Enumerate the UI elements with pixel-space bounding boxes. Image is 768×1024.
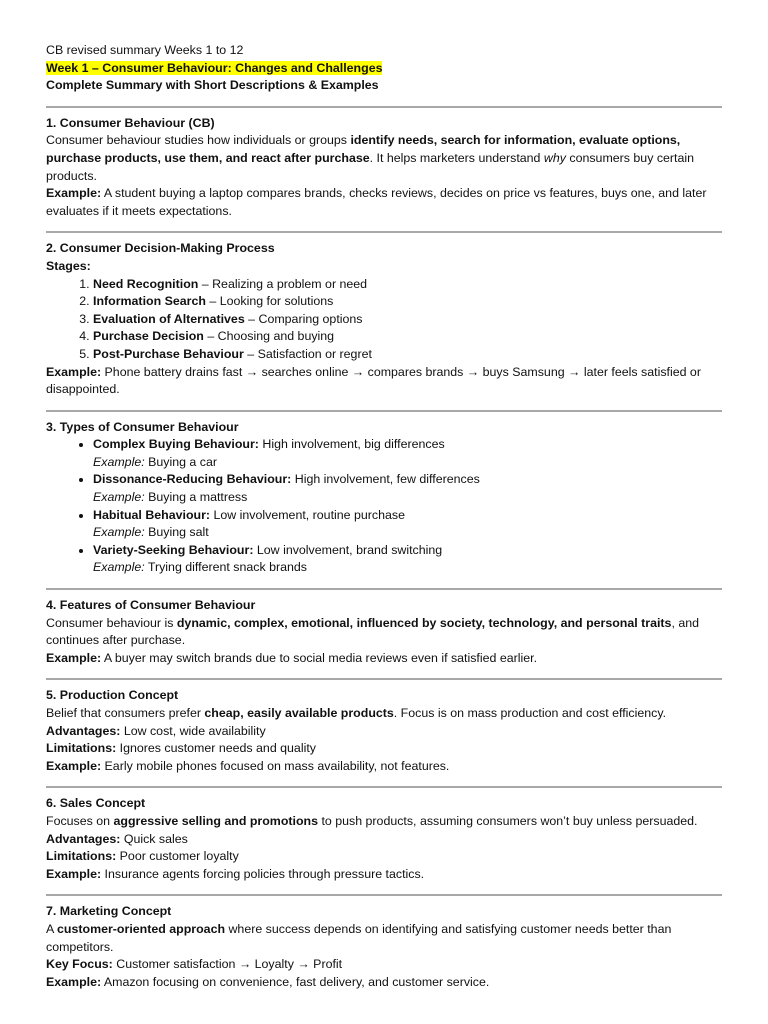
divider [46, 588, 722, 590]
list-item [93, 471, 722, 506]
section-consumer-behaviour [46, 115, 722, 221]
example-label: Example: [93, 525, 145, 540]
stage-name: Post-Purchase Behaviour [93, 346, 244, 361]
week-heading-highlight: Week 1 – Consumer Behaviour: Changes and Challenges [46, 60, 383, 75]
example-text: Amazon focusing on convenience, fast delivery, and customer service. [101, 974, 490, 989]
example-line [46, 185, 722, 220]
type-desc: High involvement, few differences [291, 472, 480, 487]
divider [46, 231, 722, 233]
example-label: Example: [46, 650, 102, 665]
body-text: consumers buy certain products. [46, 150, 695, 183]
limitations-text: Poor customer loyalty [116, 849, 239, 864]
section-title: 6. Sales Concept [46, 796, 146, 811]
example-line [46, 758, 722, 776]
section-title: 1. Consumer Behaviour (CB) [46, 115, 215, 130]
key-focus-label: Key Focus: [46, 957, 113, 972]
body-text: . Focus is on mass production and cost efficiency. [393, 706, 667, 720]
type-name: Dissonance-Reducing Behaviour: [93, 472, 292, 487]
list-item [93, 311, 722, 329]
divider [46, 678, 722, 680]
example-text: Buying a car [144, 454, 217, 469]
advantages-line [46, 723, 722, 741]
section-title: 2. Consumer Decision-Making Process [46, 241, 275, 256]
stages-list [46, 276, 722, 364]
example-text: Buying a mattress [144, 490, 248, 505]
limitations-text: Ignores customer needs and quality [116, 741, 316, 756]
list-item [93, 293, 722, 311]
limitations-line [46, 740, 722, 758]
divider [46, 410, 722, 412]
type-name: Habitual Behaviour: [93, 507, 211, 522]
doc-title: CB revised summary Weeks 1 to 12 [46, 43, 244, 57]
body-text: Focuses on [46, 813, 114, 828]
advantages-label: Advantages: [46, 831, 121, 846]
stage-name: Need Recognition [93, 276, 199, 291]
divider [46, 786, 722, 788]
type-desc: High involvement, big differences [258, 437, 445, 452]
list-item [93, 507, 722, 542]
example-line [46, 364, 722, 399]
example-text: A buyer may switch brands due to social media reviews even if satisfied earlier. [101, 650, 538, 665]
type-name: Variety-Seeking Behaviour: [93, 542, 254, 557]
list-item [93, 542, 722, 577]
example-label: Example: [46, 974, 102, 989]
example-text: Phone battery drains fast → searches online → compares brands → buys Samsung → later feels satisfied or disappointed. [46, 364, 701, 397]
example-label: Example: [93, 454, 145, 469]
limitations-label: Limitations: [46, 849, 117, 864]
stages-label: Stages: [46, 258, 91, 273]
body-text: to push products, assuming consumers won’t buy unless persuaded. [318, 813, 698, 828]
list-item [93, 346, 722, 364]
example-label: Example: [46, 758, 102, 773]
example-label: Example: [46, 186, 102, 201]
section-decision-process [46, 240, 722, 398]
section-body [46, 921, 722, 956]
example-text: A student buying a laptop compares brands, checks reviews, decides on price vs features, buys one, and later evaluates if it meets expectations. [46, 186, 707, 218]
type-desc: Low involvement, routine purchase [210, 507, 405, 522]
section-title: 5. Production Concept [46, 688, 179, 703]
example-text: Insurance agents forcing policies through pressure tactics. [101, 866, 425, 881]
example-text: Trying different snack brands [144, 560, 307, 575]
advantages-line [46, 831, 722, 849]
types-list [46, 436, 722, 577]
body-text: A [46, 921, 58, 936]
body-text: where success depends on identifying and satisfying customer needs better than competitors. [46, 921, 672, 954]
type-example [93, 454, 722, 472]
stage-name: Purchase Decision [93, 329, 204, 344]
example-text: Buying salt [144, 525, 209, 540]
limitations-line [46, 848, 722, 866]
stage-name: Information Search [93, 294, 206, 309]
advantages-text: Quick sales [120, 831, 188, 846]
stage-name: Evaluation of Alternatives [93, 311, 245, 326]
example-line [46, 650, 722, 668]
key-focus-text: Customer satisfaction → Loyalty → Profit [112, 957, 343, 972]
example-label: Example: [93, 560, 145, 575]
body-emphasis: dynamic, complex, emotional, influenced by society, technology, and personal traits [176, 615, 672, 630]
stage-desc: – Satisfaction or regret [243, 346, 372, 361]
type-example [93, 489, 722, 507]
type-name: Complex Buying Behaviour: [93, 437, 259, 452]
section-title: 3. Types of Consumer Behaviour [46, 419, 239, 434]
stage-desc: – Comparing options [244, 311, 363, 326]
section-body [46, 813, 722, 831]
example-label: Example: [46, 866, 102, 881]
type-example [93, 524, 722, 542]
section-body [46, 705, 722, 723]
section-sales-concept [46, 795, 722, 883]
section-marketing-concept [46, 903, 722, 991]
stage-desc: – Choosing and buying [203, 329, 335, 344]
doc-subtitle: Complete Summary with Short Descriptions & Examples [46, 78, 379, 93]
section-body [46, 615, 722, 650]
example-label: Example: [93, 490, 145, 505]
example-text: Early mobile phones focused on mass availability, not features. [101, 758, 450, 773]
section-features [46, 597, 722, 667]
list-item [93, 276, 722, 294]
type-example [93, 559, 722, 577]
section-types [46, 419, 722, 577]
body-text: Consumer behaviour is [46, 615, 177, 630]
divider [46, 106, 722, 108]
body-emphasis: customer-oriented approach [57, 921, 226, 936]
limitations-label: Limitations: [46, 741, 117, 756]
example-line [46, 974, 722, 992]
advantages-text: Low cost, wide availability [120, 723, 266, 738]
section-title: 7. Marketing Concept [46, 904, 172, 919]
body-emphasis: identify needs, search for information, evaluate options, purchase products, use them, and react after purchase [46, 133, 681, 165]
body-emphasis: cheap, easily available products [204, 706, 394, 720]
type-desc: Low involvement, brand switching [253, 542, 443, 557]
list-item [93, 328, 722, 346]
stage-desc: – Looking for solutions [205, 294, 334, 309]
advantages-label: Advantages: [46, 723, 121, 738]
body-text: , and continues after purchase. [46, 615, 700, 648]
list-item [93, 436, 722, 471]
stage-desc: – Realizing a problem or need [198, 276, 368, 291]
body-text: . It helps marketers understand [369, 150, 544, 165]
body-italic: why [543, 150, 566, 165]
section-title: 4. Features of Consumer Behaviour [46, 598, 256, 613]
section-body [46, 132, 722, 185]
key-focus-line [46, 956, 722, 974]
week-heading [46, 60, 722, 78]
body-text: Belief that consumers prefer [46, 706, 205, 720]
section-production-concept [46, 687, 722, 775]
example-label: Example: [46, 364, 102, 379]
body-text: Consumer behaviour studies how individuals or groups [46, 133, 351, 148]
example-line [46, 866, 722, 884]
body-emphasis: aggressive selling and promotions [113, 813, 318, 828]
divider [46, 894, 722, 896]
